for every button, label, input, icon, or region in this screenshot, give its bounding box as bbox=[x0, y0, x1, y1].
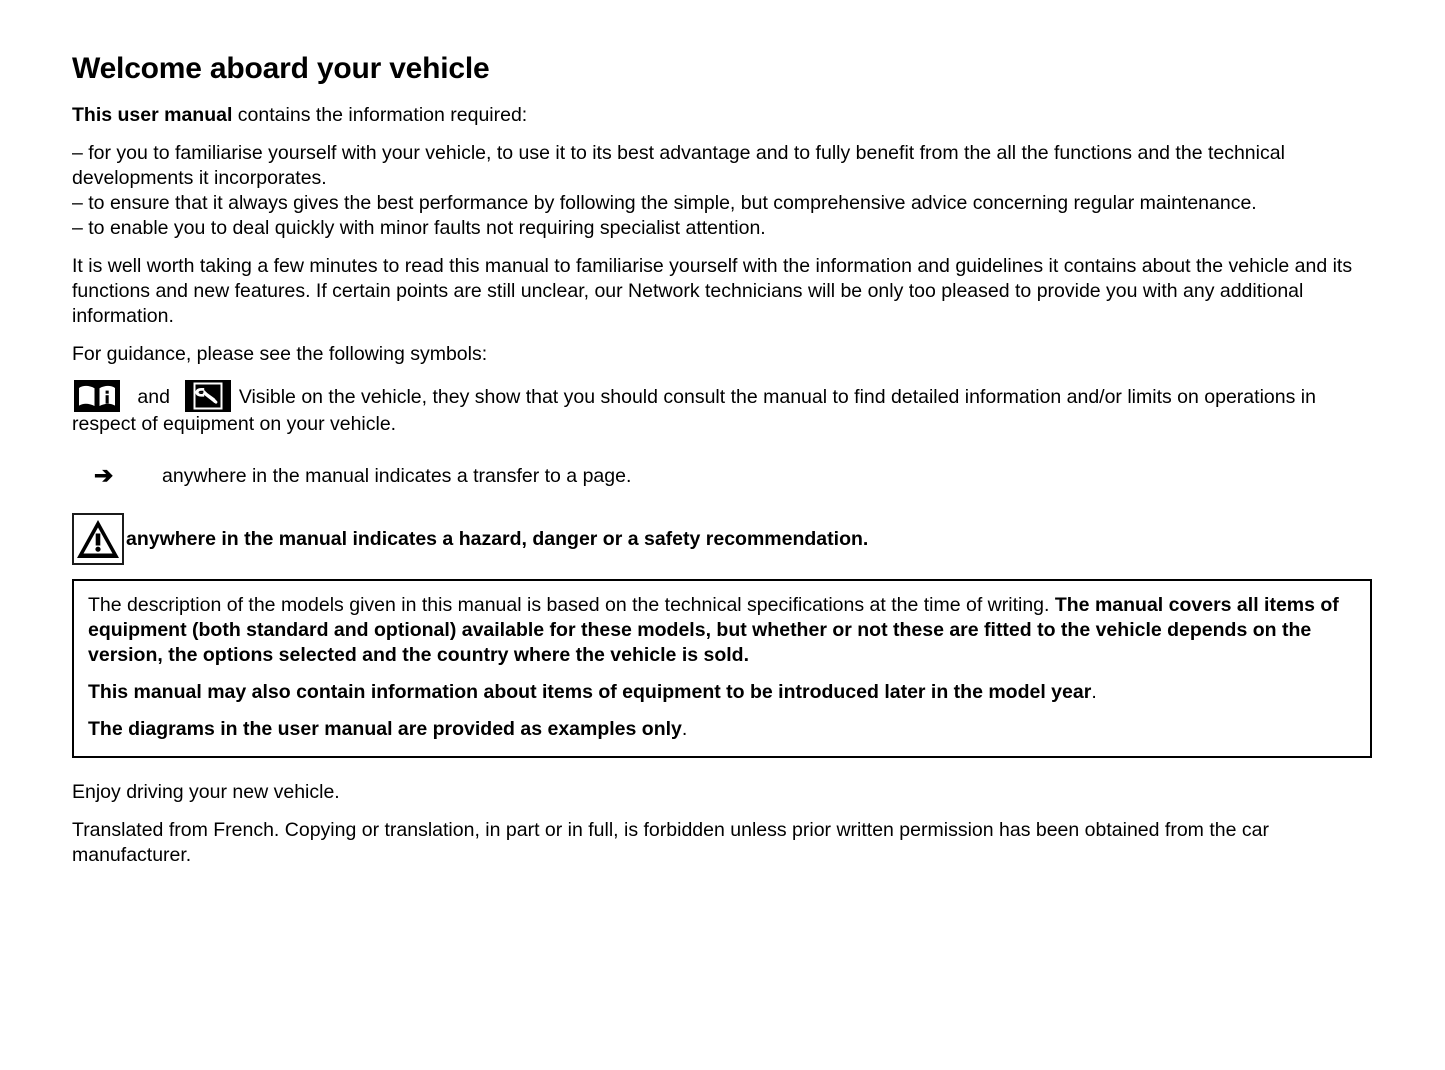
arrow-row-text: anywhere in the manual indicates a transfer to a page. bbox=[162, 465, 632, 487]
intro-lead-rest: contains the information required: bbox=[232, 104, 528, 126]
arrow-row bbox=[72, 463, 1373, 489]
notice-line-2-bold: This manual may also contain information about items of equipment to be introduced later in the model year bbox=[88, 681, 1092, 703]
notice-line-2 bbox=[88, 680, 1356, 705]
symbols-row bbox=[72, 380, 1373, 437]
notice-line-1-normal: The description of the models given in this manual is based on the technical specifications at the time of writing. bbox=[88, 594, 1055, 616]
notice-line-3 bbox=[88, 717, 1356, 742]
intro-lead-bold: This user manual bbox=[72, 104, 233, 126]
symbols-description: Visible on the vehicle, they show that you should consult the manual to find detailed information and/or limits on operations in respect of equipment on your vehicle. bbox=[72, 386, 1316, 435]
closing-copyright: Translated from French. Copying or translation, in part or in full, is forbidden unless prior written permission has been obtained from the car manufacturer. bbox=[72, 819, 1269, 866]
hazard-row bbox=[72, 513, 1373, 565]
notice-line-1-bold: The manual covers all items of equipment (both standard and optional) available for these models, but whether or not these are fitted to the vehicle depends on the version, the options selected and the country where the vehicle is sold. bbox=[88, 594, 1339, 666]
notice-line-3-tail: . bbox=[681, 718, 688, 740]
notice-line-3-bold: The diagrams in the user manual are provided as examples only bbox=[88, 718, 682, 740]
list-item: – for you to familiarise yourself with your vehicle, to use it to its best advantage and to fully benefit from the all the functions and the technical developments it incorporates. bbox=[72, 142, 1285, 189]
wrench-icon bbox=[185, 380, 231, 412]
guidance-intro-paragraph: For guidance, please see the following symbols: bbox=[72, 343, 488, 365]
list-item: – to enable you to deal quickly with minor faults not requiring specialist attention. bbox=[72, 217, 766, 239]
hazard-row-text: anywhere in the manual indicates a hazard, danger or a safety recommendation. bbox=[126, 528, 869, 550]
right-arrow-icon: ➔ bbox=[94, 462, 114, 488]
notice-box bbox=[72, 579, 1372, 758]
symbols-conjunction: and bbox=[137, 386, 170, 408]
closing-enjoy: Enjoy driving your new vehicle. bbox=[72, 781, 340, 803]
open-book-info-icon bbox=[74, 380, 120, 412]
notice-line-1 bbox=[88, 593, 1356, 668]
warning-triangle-icon bbox=[72, 513, 124, 565]
worth-reading-paragraph: It is well worth taking a few minutes to read this manual to familiarise yourself with the information and guidelines it contains about the vehicle and its functions and new features. If certain points are still unclear, our Network technicians will be only too pleased to provide you with any additional information. bbox=[72, 255, 1353, 327]
requirements-list bbox=[72, 141, 1373, 241]
intro-paragraph bbox=[72, 103, 1373, 128]
page-title: Welcome aboard your vehicle bbox=[72, 52, 490, 85]
list-item: – to ensure that it always gives the best performance by following the simple, but comprehensive advice concerning regular maintenance. bbox=[72, 192, 1257, 214]
notice-line-2-tail: . bbox=[1091, 681, 1097, 703]
